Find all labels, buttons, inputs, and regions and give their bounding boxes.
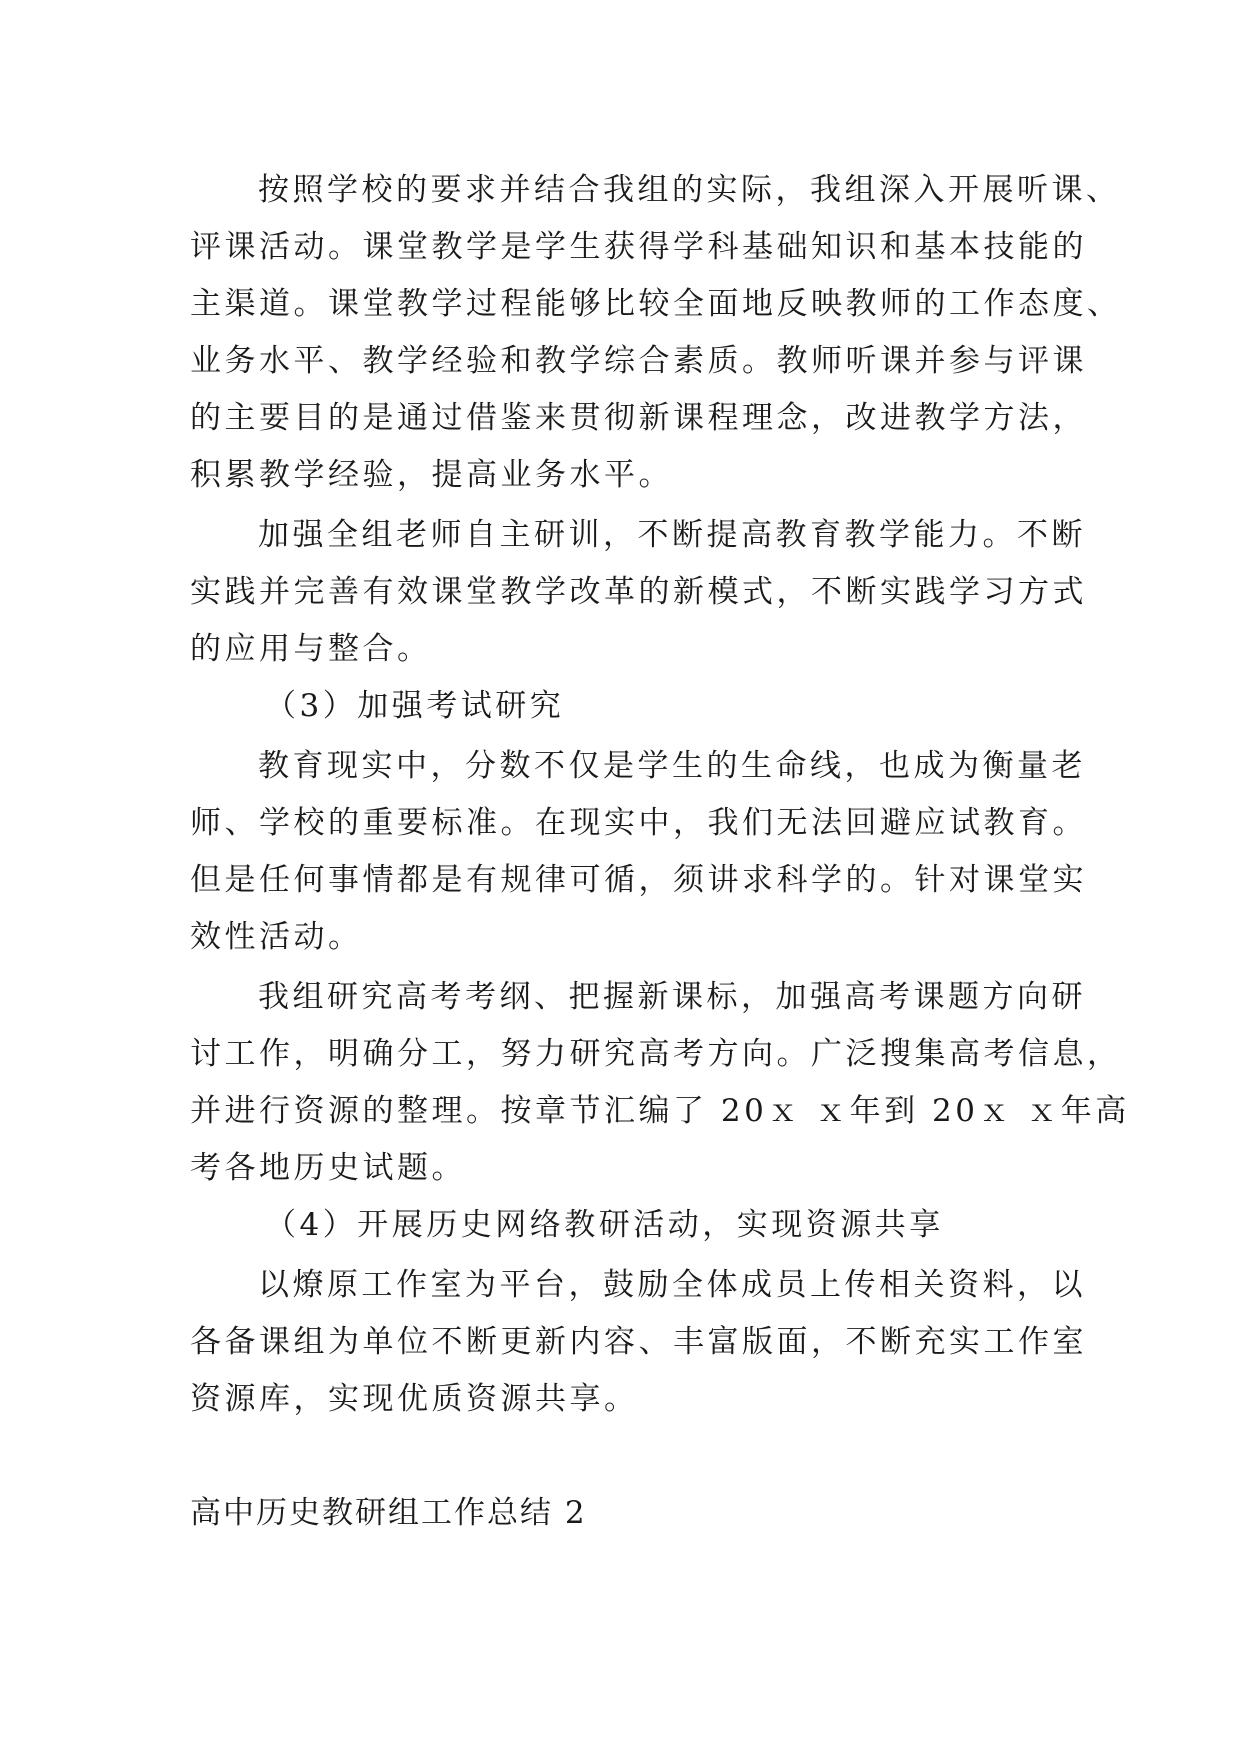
paragraph-line: 但是任何事情都是有规律可循，须讲求科学的。针对课堂实 [190, 862, 1087, 898]
paragraph-line: 评课活动。课堂教学是学生获得学科基础知识和基本技能的 [190, 229, 1087, 265]
paragraph-line: 以燎原工作室为平台，鼓励全体成员上传相关资料，以 [258, 1267, 1086, 1303]
paragraph-line: 的主要目的是通过借鉴来贯彻新课程理念，改进教学方法， [190, 400, 1087, 436]
paragraph-line: 资源库，实现优质资源共享。 [190, 1381, 639, 1417]
paragraph-line: 教育现实中，分数不仅是学生的生命线，也成为衡量老 [258, 748, 1086, 784]
subheading-4: （4）开展历史网络教研活动，实现资源共享 [265, 1207, 944, 1243]
paragraph-line: 主渠道。课堂教学过程能够比较全面地反映教师的工作态度、 [190, 286, 1122, 322]
paragraph-line: 实践并完善有效课堂教学改革的新模式，不断实践学习方式 [190, 574, 1087, 610]
paragraph-line: 师、学校的重要标准。在现实中，我们无法回避应试教育。 [190, 805, 1087, 841]
paragraph-line: 业务水平、教学经验和教学综合素质。教师听课并参与评课 [190, 343, 1087, 379]
paragraph-line: 积累教学经验，提高业务水平。 [190, 457, 673, 493]
paragraph-line: 按照学校的要求并结合我组的实际，我组深入开展听课、 [258, 172, 1121, 208]
paragraph-line: 我组研究高考考纲、把握新课标，加强高考课题方向研 [258, 979, 1086, 1015]
paragraph-line: 加强全组老师自主研训，不断提高教育教学能力。不断 [258, 517, 1086, 553]
paragraph-line: 各备课组为单位不断更新内容、丰富版面，不断充实工作室 [190, 1324, 1087, 1360]
paragraph-line: 讨工作，明确分工，努力研究高考方向。广泛搜集高考信息， [190, 1036, 1122, 1072]
paragraph-line: 的应用与整合。 [190, 631, 432, 667]
paragraph-line: 效性活动。 [190, 919, 363, 955]
paragraph-line: 并进行资源的整理。按章节汇编了 20ｘ ｘ年到 20ｘ ｘ年高 [190, 1093, 1130, 1129]
subheading-3: （3）加强考试研究 [265, 688, 565, 724]
paragraph-line: 考各地历史试题。 [190, 1150, 466, 1186]
section-title: 高中历史教研组工作总结 2 [190, 1495, 587, 1531]
